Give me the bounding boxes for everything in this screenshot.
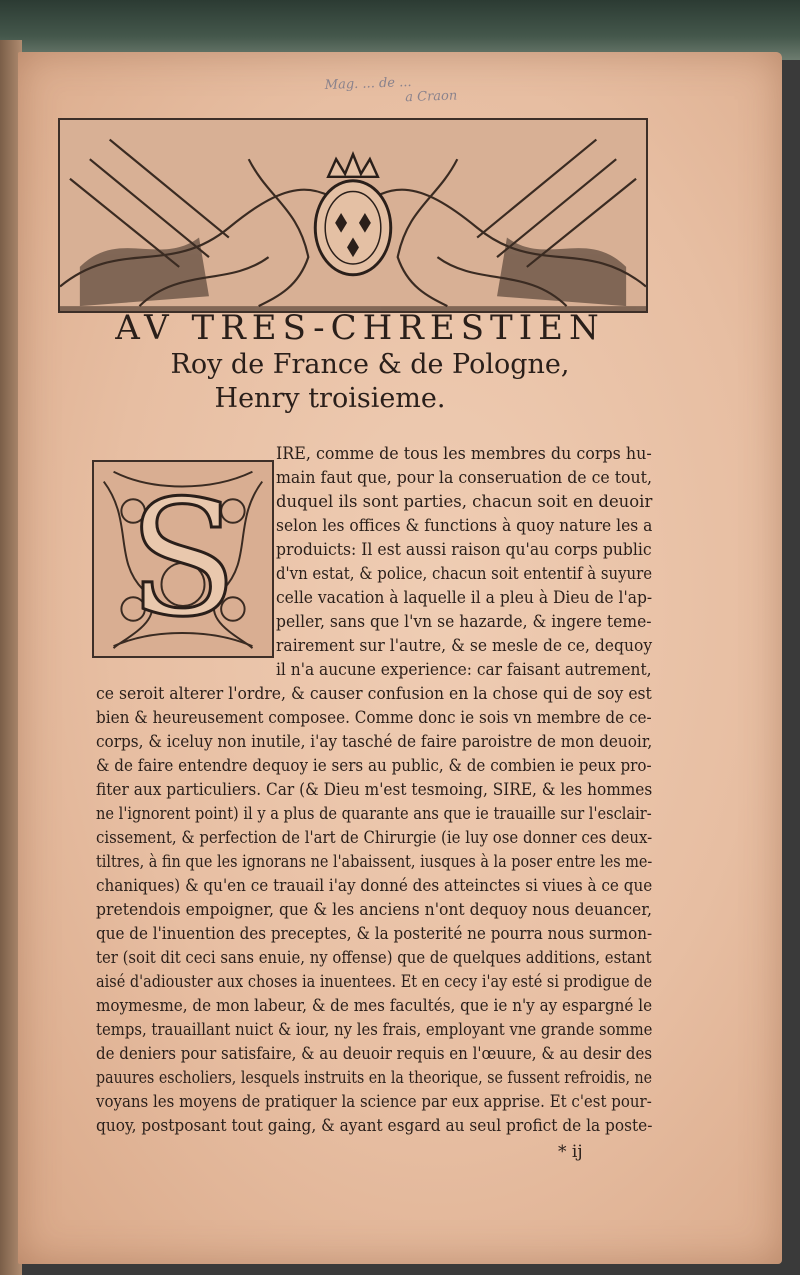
text-line: corps, & iceluy non inutile, i'ay tasché de faire paroistre de mon deuoir, <box>96 732 653 751</box>
heading-line-1: AV TRES-CHRESTIEN <box>115 308 605 348</box>
text-line: temps, trauaillant nuict & iour, ny les frais, employant vne grande somme <box>96 1020 653 1039</box>
woodcut-headpiece <box>58 118 648 313</box>
text-line: aisé d'adiouster aux choses ia inuentees. Et en cecy i'ay esté si prodigue de <box>96 972 653 991</box>
text-line: de deniers pour satisfaire, & au deuoir requis en l'œuure, & au desir des <box>96 1044 653 1063</box>
text-line: chaniques) & qu'en ce trauail i'ay donné des atteinctes si viues à ce que <box>96 876 653 895</box>
text-line: tiltres, à fin que les ignorans ne l'abaissent, iusques à la poser entre les me- <box>96 852 653 871</box>
signature-mark: * ij <box>558 1142 583 1162</box>
text-line: ne l'ignorent point) il y a plus de quarante ans que ie trauaille sur l'esclair- <box>96 804 652 823</box>
initial-letter: S <box>128 465 238 652</box>
text-line: ter (soit dit ceci sans enuie, ny offense) que de quelques additions, estant <box>96 948 652 967</box>
text-line: moymesme, de mon labeur, & de mes facultés, que ie n'y ay espargné le <box>96 996 653 1015</box>
text-line: IRE, comme de tous les membres du corps hu- <box>276 444 652 463</box>
book-top-edge <box>0 0 800 60</box>
text-line: pauures escholiers, lesquels instruits en la theorique, se fussent refroidis, ne <box>96 1068 653 1087</box>
headpiece-ornament-icon <box>60 120 646 311</box>
text-line: main faut que, pour la conseruation de ce tout, <box>276 468 652 487</box>
text-line: que de l'inuention des preceptes, & la posterité ne pourra nous surmon- <box>96 924 653 943</box>
manuscript-line-2: a Craon <box>405 88 458 106</box>
text-line: ce seroit alterer l'ordre, & causer confusion en la chose qui de soy est <box>96 684 652 703</box>
text-line: il n'a aucune experience: car faisant autrement, <box>276 660 652 679</box>
text-line: quoy, postposant tout gaing, & ayant esgard au seul profict de la poste- <box>96 1116 653 1135</box>
text-line: bien & heureusement composee. Comme donc ie sois vn membre de ce- <box>96 708 652 727</box>
text-line: rairement sur l'autre, & se mesle de ce, dequoy <box>276 636 653 655</box>
manuscript-line-1: Mag. ... de ... <box>324 74 412 94</box>
text-line: cissement, & perfection de l'art de Chirurgie (ie luy ose donner ces deux- <box>96 828 653 847</box>
heading-line-2: Roy de France & de Pologne, <box>170 349 570 380</box>
text-line: produicts: Il est aussi raison qu'au corps public <box>276 540 652 559</box>
decorated-initial <box>92 460 274 658</box>
text-line: & de faire entendre dequoy ie sers au public, & de combien ie peux pro- <box>96 756 652 775</box>
dedication-heading <box>60 308 660 416</box>
heading-line-3: Henry troisieme. <box>214 383 446 414</box>
text-line: d'vn estat, & police, chacun soit ententif à suyure <box>276 564 653 583</box>
text-line: selon les offices & functions à quoy nature les a <box>276 516 653 535</box>
text-line: pretendois empoigner, que & les anciens n'ont dequoy nous deuancer, <box>96 900 652 919</box>
text-line: voyans les moyens de pratiquer la science par eux apprise. Et c'est pour- <box>96 1092 652 1111</box>
text-line: celle vacation à laquelle il a pleu à Dieu de l'ap- <box>276 588 653 607</box>
text-line: fiter aux particuliers. Car (& Dieu m'est tesmoing, SIRE, & les hommes <box>96 780 653 799</box>
text-line: peller, sans que l'vn se hazarde, & ingere teme- <box>276 612 652 631</box>
text-line: duquel ils sont parties, chacun soit en deuoir <box>276 492 653 511</box>
